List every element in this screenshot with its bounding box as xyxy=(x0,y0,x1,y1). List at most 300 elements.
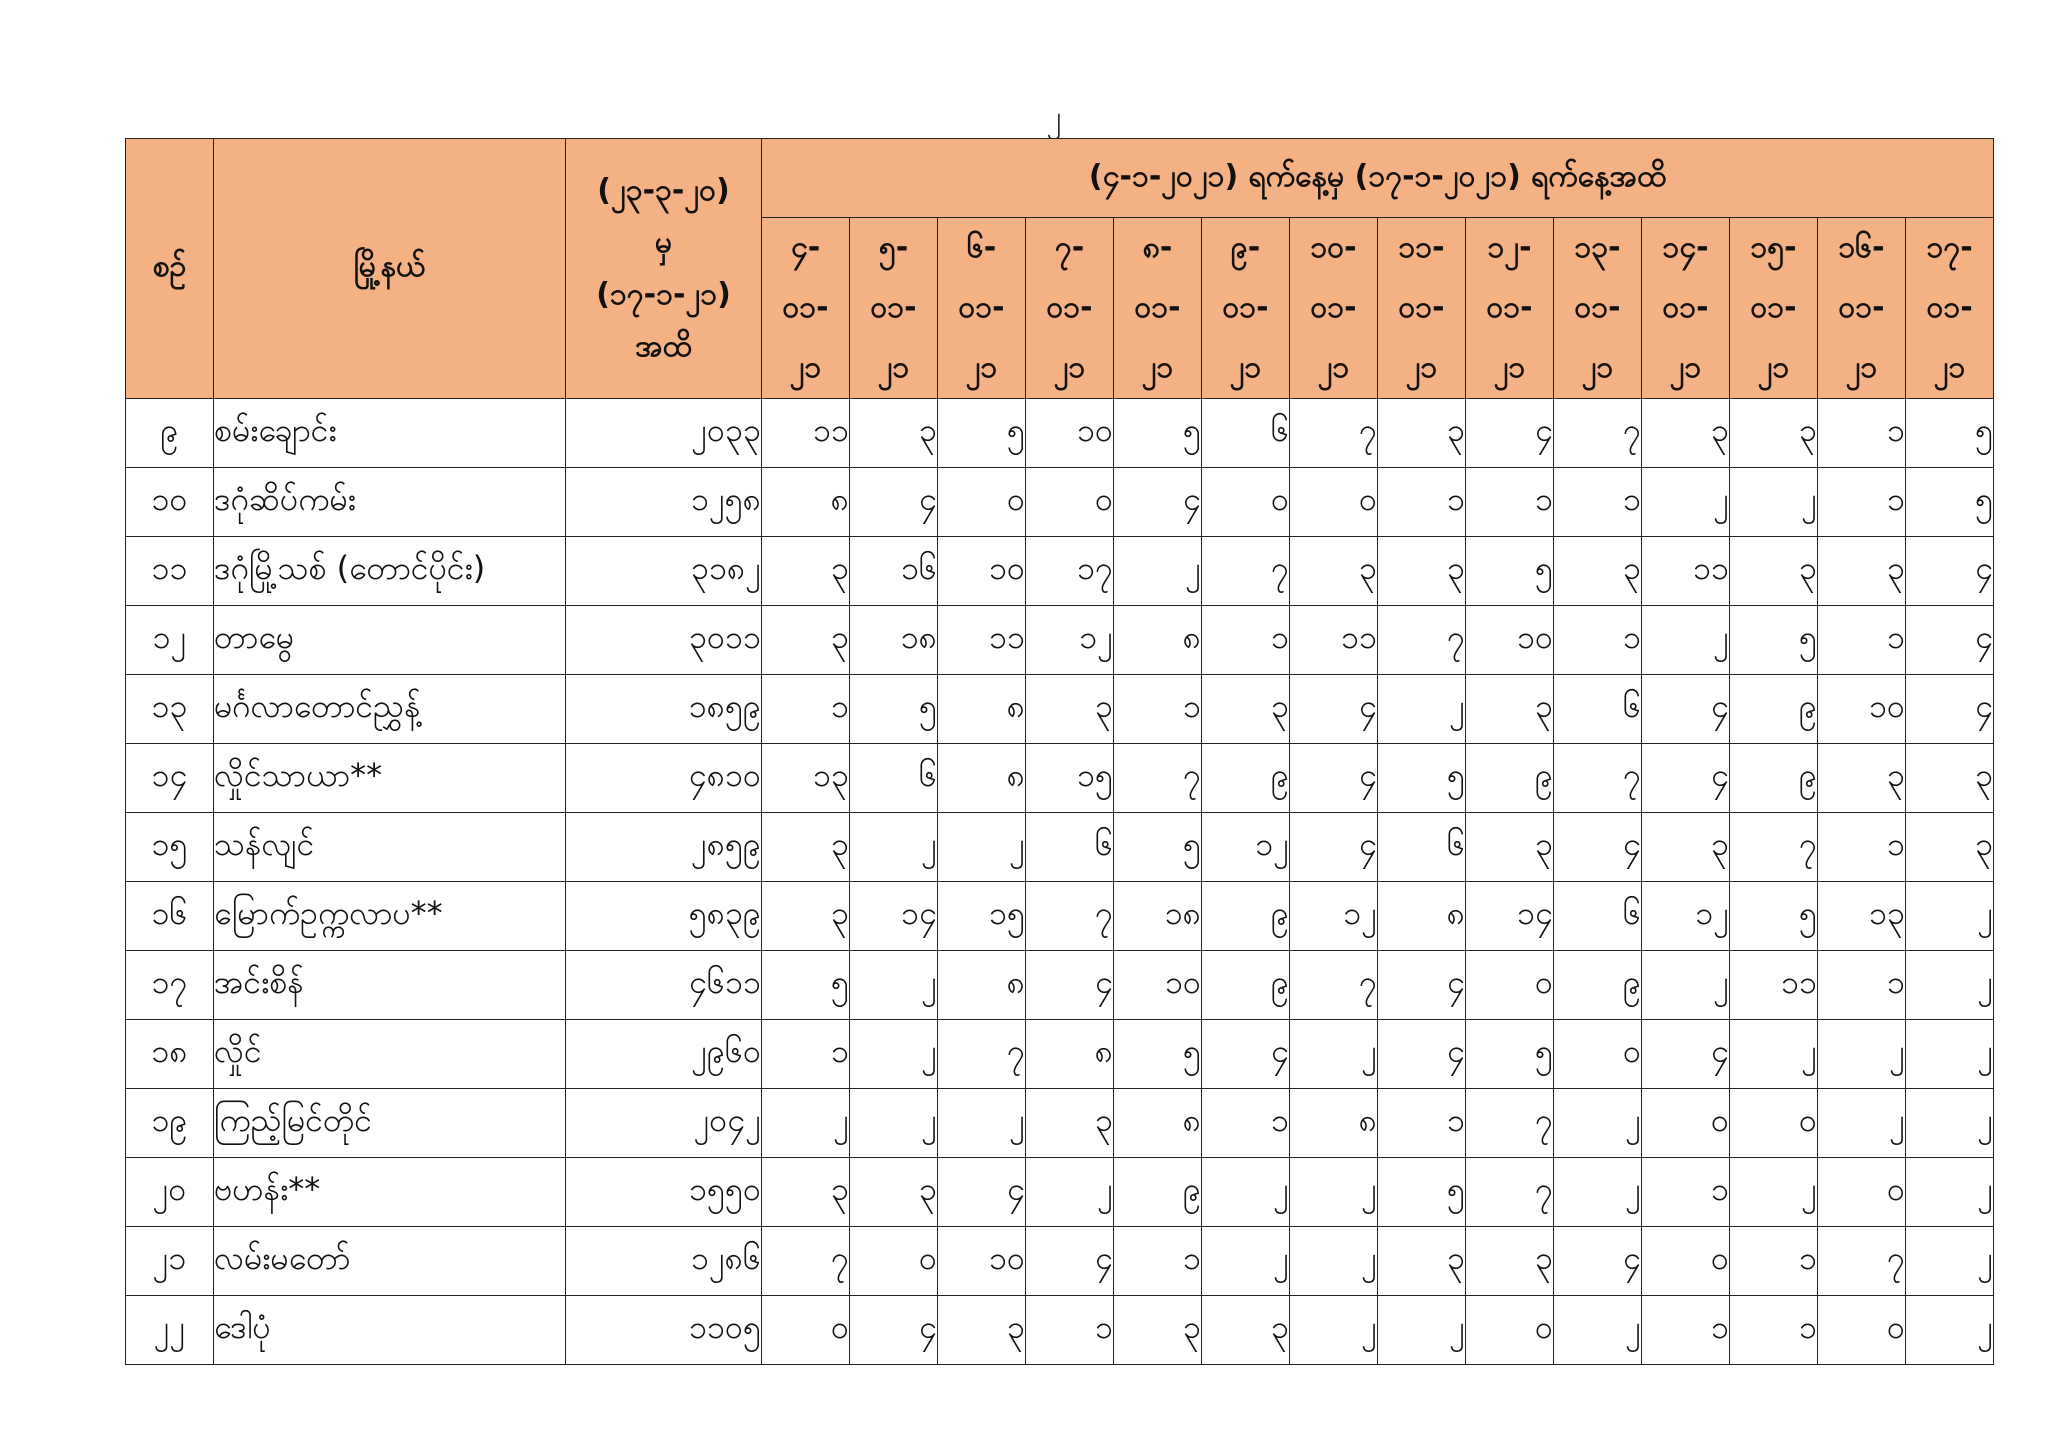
daily-count: ၄ xyxy=(1554,1227,1642,1296)
table-row xyxy=(126,399,1994,468)
daily-count: ၃ xyxy=(1378,537,1466,606)
daily-count: ၃ xyxy=(1202,1296,1290,1365)
row-number: ၁၇ xyxy=(126,951,214,1020)
header-total-line4: အထိ xyxy=(635,328,692,364)
daily-count: ၇ xyxy=(1026,882,1114,951)
daily-count: ၄ xyxy=(1026,1227,1114,1296)
daily-count: ၂ xyxy=(1730,468,1818,537)
township-name: မြောက်ဥက္ကလာပ** xyxy=(214,882,566,951)
township-name: အင်းစိန် xyxy=(214,951,566,1020)
daily-count: ၃ xyxy=(1202,675,1290,744)
daily-count: ၃ xyxy=(850,1158,938,1227)
daily-count: ၃ xyxy=(1378,399,1466,468)
header-date xyxy=(1026,218,1114,399)
header-total xyxy=(566,139,762,399)
daily-count: ၂ xyxy=(1906,1227,1994,1296)
header-date-part: ၀၁- xyxy=(1046,290,1093,325)
header-date-part: ၁၃- xyxy=(1574,230,1621,265)
daily-count: ၁၀ xyxy=(1818,675,1906,744)
daily-count: ၂ xyxy=(1906,1296,1994,1365)
daily-count: ၁ xyxy=(1554,468,1642,537)
township-name: စမ်းချောင်း xyxy=(214,399,566,468)
daily-count: ၂ xyxy=(1906,951,1994,1020)
row-number: ၁၆ xyxy=(126,882,214,951)
daily-count: ၁၀ xyxy=(1026,399,1114,468)
township-name: လမ်းမတော် xyxy=(214,1227,566,1296)
daily-count: ၂ xyxy=(1202,1227,1290,1296)
daily-count: ၄ xyxy=(1642,744,1730,813)
daily-count: ၁ xyxy=(1730,1296,1818,1365)
header-date-part: ၀၁- xyxy=(1310,290,1357,325)
daily-count: ၂ xyxy=(1290,1158,1378,1227)
daily-count: ၀ xyxy=(1466,1296,1554,1365)
header-date-part: ၁၄- xyxy=(1662,230,1709,265)
header-total-line1: (၂၃-၃-၂၀) xyxy=(597,172,730,208)
cumulative-total: ၄၆၁၁ xyxy=(566,951,762,1020)
daily-count: ၂ xyxy=(850,951,938,1020)
cumulative-total: ၂၉၆၀ xyxy=(566,1020,762,1089)
daily-count: ၇ xyxy=(762,1227,850,1296)
daily-count: ၆ xyxy=(1202,399,1290,468)
daily-count: ၇ xyxy=(1466,1158,1554,1227)
daily-count: ၁၃ xyxy=(1818,882,1906,951)
daily-count: ၃ xyxy=(1026,675,1114,744)
table-row xyxy=(126,537,1994,606)
daily-count: ၁၁ xyxy=(1290,606,1378,675)
table-row xyxy=(126,813,1994,882)
daily-count: ၄ xyxy=(938,1158,1026,1227)
daily-count: ၃ xyxy=(1554,537,1642,606)
header-date-part: ၀၁- xyxy=(1398,290,1445,325)
row-number: ၁၄ xyxy=(126,744,214,813)
daily-count: ၉ xyxy=(1202,882,1290,951)
header-date-part: ၀၁- xyxy=(1838,290,1885,325)
daily-count: ၈ xyxy=(1114,1089,1202,1158)
daily-count: ၂ xyxy=(1290,1296,1378,1365)
daily-count: ၁ xyxy=(1378,1089,1466,1158)
daily-count: ၄ xyxy=(1642,1020,1730,1089)
daily-count: ၂ xyxy=(1290,1227,1378,1296)
header-date-part: ၀၁- xyxy=(782,290,829,325)
daily-count: ၃ xyxy=(1466,813,1554,882)
cumulative-total: ၁၅၅၀ xyxy=(566,1158,762,1227)
header-date-part: ၂၁ xyxy=(877,350,910,385)
daily-count: ၂ xyxy=(850,1020,938,1089)
daily-count: ၄ xyxy=(1554,813,1642,882)
daily-count: ၄ xyxy=(1026,951,1114,1020)
cumulative-total: ၃၀၁၁ xyxy=(566,606,762,675)
header-date-part: ၂၁ xyxy=(1581,350,1614,385)
header-date-part: ၀၁- xyxy=(1750,290,1797,325)
header-date-part: ၈- xyxy=(1142,230,1173,265)
daily-count: ၂ xyxy=(1906,1089,1994,1158)
township-name: ဒဂုံဆိပ်ကမ်း xyxy=(214,468,566,537)
daily-count: ၈ xyxy=(938,744,1026,813)
daily-count: ၁၀ xyxy=(938,1227,1026,1296)
header-date-part: ၀၁- xyxy=(1926,290,1973,325)
daily-count: ၂ xyxy=(1730,1158,1818,1227)
header-date-part: ၀၁- xyxy=(1222,290,1269,325)
header-date xyxy=(1730,218,1818,399)
daily-count: ၁ xyxy=(1466,468,1554,537)
daily-count: ၁ xyxy=(1818,468,1906,537)
table-row xyxy=(126,1158,1994,1227)
daily-count: ၀ xyxy=(1730,1089,1818,1158)
header-date xyxy=(1554,218,1642,399)
cumulative-total: ၁၂၅၈ xyxy=(566,468,762,537)
header-township: မြို့နယ် xyxy=(214,139,566,399)
daily-count: ၁ xyxy=(1026,1296,1114,1365)
row-number: ၁၅ xyxy=(126,813,214,882)
daily-count: ၄ xyxy=(1290,675,1378,744)
daily-count: ၂ xyxy=(1554,1296,1642,1365)
daily-count: ၀ xyxy=(1290,468,1378,537)
daily-count: ၈ xyxy=(762,468,850,537)
cumulative-total: ၂၀၃၃ xyxy=(566,399,762,468)
daily-count: ၁ xyxy=(1554,606,1642,675)
daily-count: ၃ xyxy=(1466,675,1554,744)
daily-count: ၂ xyxy=(1378,1296,1466,1365)
daily-count: ၀ xyxy=(1026,468,1114,537)
daily-count: ၂ xyxy=(762,1089,850,1158)
daily-count: ၃ xyxy=(938,1296,1026,1365)
daily-count: ၄ xyxy=(1466,399,1554,468)
daily-count: ၆ xyxy=(1554,882,1642,951)
daily-count: ၂ xyxy=(1906,1158,1994,1227)
header-total-line3: (၁၇-၁-၂၁) xyxy=(596,276,731,312)
daily-count: ၅ xyxy=(1730,606,1818,675)
daily-count: ၃ xyxy=(1378,1227,1466,1296)
daily-count: ၁ xyxy=(1818,813,1906,882)
daily-count: ၂ xyxy=(1642,606,1730,675)
cumulative-total: ၁၈၅၉ xyxy=(566,675,762,744)
header-date-part: ၂၁ xyxy=(1669,350,1702,385)
daily-count: ၅ xyxy=(1378,744,1466,813)
daily-count: ၂ xyxy=(938,1089,1026,1158)
daily-count: ၁၀ xyxy=(1466,606,1554,675)
daily-count: ၅ xyxy=(1466,1020,1554,1089)
daily-count: ၂ xyxy=(1114,537,1202,606)
header-date-part: ၂၁ xyxy=(1757,350,1790,385)
header-date xyxy=(850,218,938,399)
daily-count: ၀ xyxy=(1554,1020,1642,1089)
daily-count: ၇ xyxy=(1202,537,1290,606)
daily-count: ၄ xyxy=(1290,813,1378,882)
header-date-part: ၂၁ xyxy=(1845,350,1878,385)
daily-count: ၁၆ xyxy=(850,537,938,606)
header-date-part: ၀၁- xyxy=(958,290,1005,325)
daily-count: ၁၁ xyxy=(1642,537,1730,606)
daily-count: ၂ xyxy=(850,813,938,882)
daily-count: ၀ xyxy=(1818,1158,1906,1227)
row-number: ၂၂ xyxy=(126,1296,214,1365)
daily-count: ၅ xyxy=(850,675,938,744)
township-name: ကြည့်မြင်တိုင် xyxy=(214,1089,566,1158)
daily-count: ၁ xyxy=(1114,1227,1202,1296)
daily-count: ၃ xyxy=(1290,537,1378,606)
cumulative-total: ၄၈၁၀ xyxy=(566,744,762,813)
daily-count: ၂ xyxy=(1818,1020,1906,1089)
daily-count: ၆ xyxy=(1026,813,1114,882)
daily-count: ၁ xyxy=(1730,1227,1818,1296)
daily-count: ၃ xyxy=(1818,744,1906,813)
page-number: ၂ xyxy=(1046,100,1062,135)
daily-count: ၁ xyxy=(1202,606,1290,675)
daily-count: ၄ xyxy=(850,468,938,537)
daily-count: ၁၀ xyxy=(1114,951,1202,1020)
daily-count: ၂ xyxy=(1906,1020,1994,1089)
daily-count: ၃ xyxy=(1730,537,1818,606)
daily-count: ၁ xyxy=(1818,951,1906,1020)
header-date-part: ၀၁- xyxy=(1134,290,1181,325)
daily-count: ၁ xyxy=(1642,1296,1730,1365)
daily-count: ၅ xyxy=(1730,882,1818,951)
daily-count: ၄ xyxy=(1906,606,1994,675)
daily-count: ၃ xyxy=(1906,813,1994,882)
daily-count: ၁ xyxy=(762,675,850,744)
daily-count: ၂ xyxy=(850,1089,938,1158)
daily-count: ၁၂ xyxy=(1290,882,1378,951)
header-date-part: ၂၁ xyxy=(1493,350,1526,385)
daily-count: ၉ xyxy=(1202,744,1290,813)
header-total-line2: မှ xyxy=(654,224,673,260)
daily-count: ၆ xyxy=(1554,675,1642,744)
daily-count: ၆ xyxy=(850,744,938,813)
daily-count: ၅ xyxy=(1114,399,1202,468)
cumulative-total: ၃၁၈၂ xyxy=(566,537,762,606)
header-date-part: ၂၁ xyxy=(965,350,998,385)
daily-count: ၃ xyxy=(762,537,850,606)
table-row xyxy=(126,882,1994,951)
daily-count: ၁ xyxy=(1818,606,1906,675)
header-date-part: ၂၁ xyxy=(1933,350,1966,385)
daily-count: ၁ xyxy=(1818,399,1906,468)
daily-count: ၉ xyxy=(1554,951,1642,1020)
header-date-part: ၂၁ xyxy=(1141,350,1174,385)
daily-count: ၀ xyxy=(938,468,1026,537)
table-row xyxy=(126,1227,1994,1296)
daily-count: ၄ xyxy=(1906,537,1994,606)
daily-count: ၃ xyxy=(762,606,850,675)
table-row xyxy=(126,675,1994,744)
header-date xyxy=(1906,218,1994,399)
daily-count: ၂ xyxy=(1906,882,1994,951)
daily-count: ၄ xyxy=(1378,1020,1466,1089)
header-date-part: ၁၀- xyxy=(1310,230,1357,265)
daily-count: ၁၁ xyxy=(762,399,850,468)
daily-count: ၇ xyxy=(1466,1089,1554,1158)
daily-count: ၄ xyxy=(1378,951,1466,1020)
cumulative-total: ၂၀၄၂ xyxy=(566,1089,762,1158)
daily-count: ၁ xyxy=(1114,675,1202,744)
township-name: မင်္ဂလာတောင်ညွှန့် xyxy=(214,675,566,744)
township-cases-table xyxy=(125,138,1994,1365)
row-number: ၁၁ xyxy=(126,537,214,606)
daily-count: ၀ xyxy=(850,1227,938,1296)
township-name: ဗဟန်း** xyxy=(214,1158,566,1227)
daily-count: ၇ xyxy=(1290,399,1378,468)
daily-count: ၁၃ xyxy=(762,744,850,813)
daily-count: ၀ xyxy=(1466,951,1554,1020)
header-date-part: ၄- xyxy=(790,230,821,265)
daily-count: ၇ xyxy=(1290,951,1378,1020)
header-date xyxy=(1642,218,1730,399)
daily-count: ၁၅ xyxy=(1026,744,1114,813)
header-date xyxy=(1818,218,1906,399)
daily-count: ၂ xyxy=(938,813,1026,882)
daily-count: ၉ xyxy=(1114,1158,1202,1227)
table-row xyxy=(126,951,1994,1020)
header-date-part: ၇- xyxy=(1054,230,1085,265)
cumulative-total: ၁၂၈၆ xyxy=(566,1227,762,1296)
daily-count: ၀ xyxy=(1642,1227,1730,1296)
row-number: ၉ xyxy=(126,399,214,468)
header-date-part: ၁၇- xyxy=(1926,230,1973,265)
header-date-part: ၂၁ xyxy=(1229,350,1262,385)
daily-count: ၃ xyxy=(1730,399,1818,468)
daily-count: ၇ xyxy=(938,1020,1026,1089)
table-row xyxy=(126,468,1994,537)
daily-count: ၂ xyxy=(1554,1089,1642,1158)
header-date-part: ၂၁ xyxy=(1405,350,1438,385)
daily-count: ၂ xyxy=(1642,951,1730,1020)
row-number: ၁၂ xyxy=(126,606,214,675)
row-number: ၂၀ xyxy=(126,1158,214,1227)
daily-count: ၂ xyxy=(1554,1158,1642,1227)
row-number: ၂၁ xyxy=(126,1227,214,1296)
header-date xyxy=(1114,218,1202,399)
daily-count: ၀ xyxy=(762,1296,850,1365)
daily-count: ၇ xyxy=(1554,744,1642,813)
daily-count: ၇ xyxy=(1114,744,1202,813)
daily-count: ၁၂ xyxy=(1642,882,1730,951)
daily-count: ၆ xyxy=(1378,813,1466,882)
daily-count: ၁၁ xyxy=(938,606,1026,675)
daily-count: ၃ xyxy=(1818,537,1906,606)
table-row xyxy=(126,1089,1994,1158)
daily-count: ၈ xyxy=(1026,1020,1114,1089)
header-date-part: ၆- xyxy=(966,230,997,265)
daily-count: ၃ xyxy=(1642,399,1730,468)
table-body xyxy=(126,399,1994,1365)
daily-count: ၂ xyxy=(1202,1158,1290,1227)
township-name: ဒေါပုံ xyxy=(214,1296,566,1365)
daily-count: ၇ xyxy=(1378,606,1466,675)
daily-count: ၁ xyxy=(1378,468,1466,537)
daily-count: ၅ xyxy=(1114,1020,1202,1089)
daily-count: ၉ xyxy=(1202,951,1290,1020)
daily-count: ၃ xyxy=(1114,1296,1202,1365)
daily-count: ၉ xyxy=(1730,744,1818,813)
header-date-part: ၀၁- xyxy=(1574,290,1621,325)
daily-count: ၁၂ xyxy=(1026,606,1114,675)
township-name: လှိုင်သာယာ** xyxy=(214,744,566,813)
daily-count: ၁ xyxy=(762,1020,850,1089)
header-date xyxy=(762,218,850,399)
header-date xyxy=(1290,218,1378,399)
table-row xyxy=(126,1296,1994,1365)
daily-count: ၂ xyxy=(1378,675,1466,744)
daily-count: ၃ xyxy=(1906,744,1994,813)
daily-count: ၀ xyxy=(1202,468,1290,537)
township-name: လှိုင် xyxy=(214,1020,566,1089)
daily-count: ၅ xyxy=(938,399,1026,468)
table-row xyxy=(126,606,1994,675)
daily-count: ၅ xyxy=(1378,1158,1466,1227)
daily-count: ၄ xyxy=(850,1296,938,1365)
header-no: စဉ် xyxy=(126,139,214,399)
daily-count: ၄ xyxy=(1202,1020,1290,1089)
header-date xyxy=(1466,218,1554,399)
daily-count: ၈ xyxy=(938,951,1026,1020)
daily-count: ၉ xyxy=(1730,675,1818,744)
daily-count: ၄ xyxy=(1906,675,1994,744)
daily-count: ၁၅ xyxy=(938,882,1026,951)
daily-count: ၁၂ xyxy=(1202,813,1290,882)
daily-count: ၅ xyxy=(1906,468,1994,537)
header-date-part: ၁၂- xyxy=(1487,230,1532,265)
daily-count: ၅ xyxy=(1114,813,1202,882)
daily-count: ၃ xyxy=(1466,1227,1554,1296)
cumulative-total: ၅၈၃၉ xyxy=(566,882,762,951)
table-row xyxy=(126,1020,1994,1089)
daily-count: ၂ xyxy=(1818,1089,1906,1158)
daily-count: ၁ xyxy=(1642,1158,1730,1227)
header-date-part: ၀၁- xyxy=(1662,290,1709,325)
header-date-range: (၄-၁-၂၀၂၁) ရက်နေ့မှ (၁၇-၁-၂၀၂၁) ရက်နေ့အထိ xyxy=(762,139,1994,218)
daily-count: ၅ xyxy=(1466,537,1554,606)
header-date-part: ၉- xyxy=(1230,230,1261,265)
cumulative-total: ၁၁၀၅ xyxy=(566,1296,762,1365)
row-number: ၁၃ xyxy=(126,675,214,744)
header-date xyxy=(1378,218,1466,399)
table-row xyxy=(126,744,1994,813)
daily-count: ၃ xyxy=(1642,813,1730,882)
header-date-part: ၂၁ xyxy=(789,350,822,385)
daily-count: ၁၁ xyxy=(1730,951,1818,1020)
daily-count: ၃ xyxy=(1026,1089,1114,1158)
daily-count: ၁၇ xyxy=(1026,537,1114,606)
header-date-part: ၀၁- xyxy=(870,290,917,325)
daily-count: ၅ xyxy=(762,951,850,1020)
daily-count: ၂ xyxy=(1642,468,1730,537)
daily-count: ၃ xyxy=(762,1158,850,1227)
header-date xyxy=(938,218,1026,399)
header-date-part: ၅- xyxy=(878,230,909,265)
daily-count: ၂ xyxy=(1730,1020,1818,1089)
daily-count: ၃ xyxy=(762,813,850,882)
daily-count: ၈ xyxy=(1290,1089,1378,1158)
header-date-part: ၁၅- xyxy=(1750,230,1797,265)
daily-count: ၀ xyxy=(1818,1296,1906,1365)
daily-count: ၇ xyxy=(1818,1227,1906,1296)
daily-count: ၃ xyxy=(762,882,850,951)
header-date-part: ၂၁ xyxy=(1317,350,1350,385)
row-number: ၁၀ xyxy=(126,468,214,537)
header-date-part: ၁၁- xyxy=(1398,230,1445,265)
row-number: ၁၈ xyxy=(126,1020,214,1089)
daily-count: ၂ xyxy=(1290,1020,1378,1089)
daily-count: ၈ xyxy=(938,675,1026,744)
township-name: သန်လျင် xyxy=(214,813,566,882)
header-date xyxy=(1202,218,1290,399)
table-header xyxy=(126,139,1994,399)
daily-count: ၉ xyxy=(1466,744,1554,813)
header-date-part: ၂၁ xyxy=(1053,350,1086,385)
cumulative-total: ၂၈၅၉ xyxy=(566,813,762,882)
daily-count: ၀ xyxy=(1642,1089,1730,1158)
daily-count: ၁၄ xyxy=(1466,882,1554,951)
